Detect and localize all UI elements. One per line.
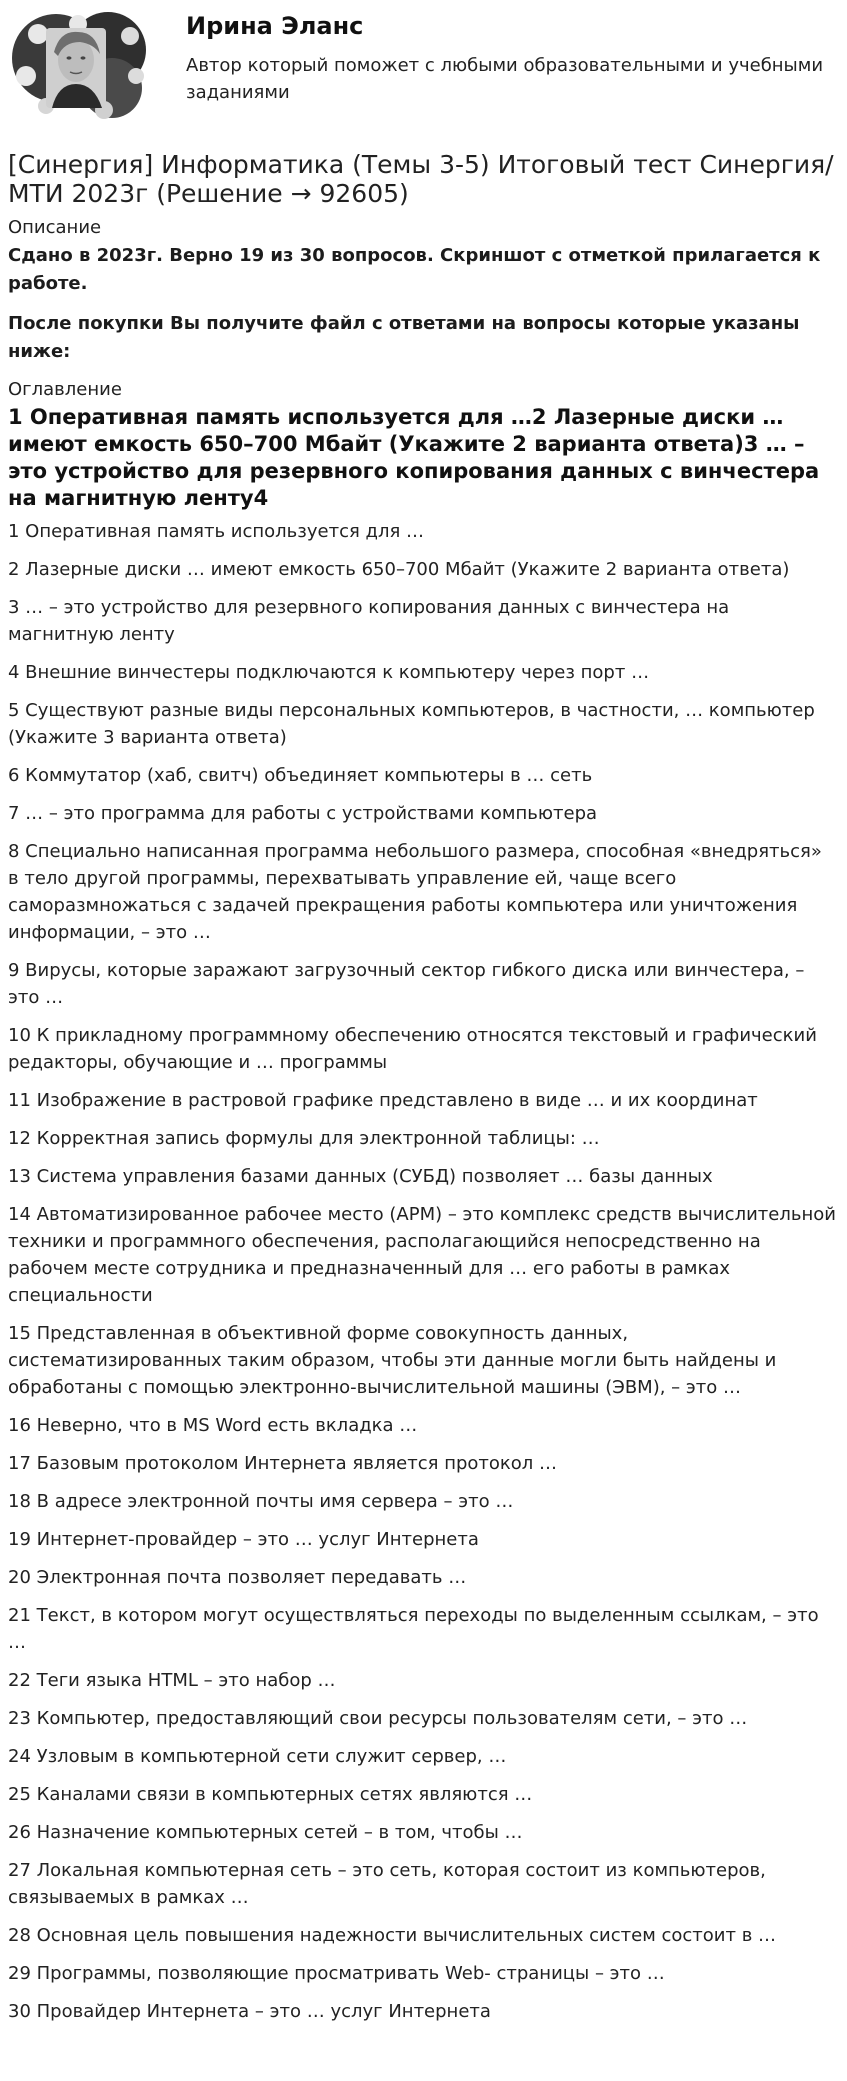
author-info <box>186 6 837 106</box>
question-item: 7 … – это программа для работы с устройствами компьютера <box>8 803 598 824</box>
question-item: 6 Коммутатор (хаб, свитч) объединяет компьютеры в … сеть <box>8 765 593 786</box>
question-list <box>8 518 837 2025</box>
author-name[interactable]: Ирина Эланс <box>186 12 364 40</box>
question-item: 10 К прикладному программному обеспечению относятся текстовый и графический редакторы, обучающие и … программы <box>8 1025 817 1073</box>
question-item: 19 Интернет-провайдер – это … услуг Интернета <box>8 1529 479 1550</box>
author-avatar[interactable] <box>8 6 154 126</box>
toc-heading: 1 Оперативная память используется для …2 Лазерные диски … имеют емкость 650–700 Мбайт (Укажите 2 варианта ответа)3 … – это устройство для резервного копирования данных с винчестера на магнитную ленту4 <box>8 405 820 510</box>
question-item: 17 Базовым протоколом Интернета является протокол … <box>8 1453 558 1474</box>
question-item: 13 Система управления базами данных (СУБД) позволяет … базы данных <box>8 1166 713 1187</box>
portrait <box>46 28 106 108</box>
question-item: 23 Компьютер, предоставляющий свои ресурсы пользователям сети, – это … <box>8 1708 748 1729</box>
description-paragraph-2: После покупки Вы получите файл с ответами на вопросы которые указаны ниже: <box>8 313 800 362</box>
question-item: 4 Внешние винчестеры подключаются к компьютеру через порт … <box>8 662 650 683</box>
question-item: 12 Корректная запись формулы для электронной таблицы: … <box>8 1128 600 1149</box>
question-item: 1 Оперативная память используется для … <box>8 521 425 542</box>
question-item: 28 Основная цель повышения надежности вычислительных систем состоит в … <box>8 1925 777 1946</box>
question-item: 30 Провайдер Интернета – это … услуг Интернета <box>8 2001 491 2022</box>
question-item: 26 Назначение компьютерных сетей – в том, чтобы … <box>8 1822 523 1843</box>
author-description: Автор который поможет с любыми образовательными и учебными заданиями <box>186 55 824 103</box>
question-item: 21 Текст, в котором могут осуществляться переходы по выделенным ссылкам, – это … <box>8 1605 819 1653</box>
question-item: 29 Программы, позволяющие просматривать Web- страницы – это … <box>8 1963 665 1984</box>
question-item: 24 Узловым в компьютерной сети служит сервер, … <box>8 1746 507 1767</box>
question-item: 22 Теги языка HTML – это набор … <box>8 1670 336 1691</box>
question-item: 8 Специально написанная программа небольшого размера, способная «внедряться» в тело другой программы, перехватывать управление ей, чаще всего саморазмножаться с задачей прекращения работы компьютера или уничтожения информации, – это … <box>8 841 822 943</box>
product-title: [Синергия] Информатика (Темы 3-5) Итоговый тест Синергия/МТИ 2023г (Решение → 92605) <box>8 150 834 208</box>
question-item: 5 Существуют разные виды персональных компьютеров, в частности, … компьютер (Укажите 3 варианта ответа) <box>8 700 815 748</box>
question-item: 27 Локальная компьютерная сеть – это сеть, которая состоит из компьютеров, связываемых в рамках … <box>8 1860 766 1908</box>
question-item: 14 Автоматизированное рабочее место (АРМ) – это комплекс средств вычислительной техники и программного обеспечения, располагающийся непосредственно на рабочем месте сотрудника и предназначенный для … его работы в рамках специальности <box>8 1204 836 1306</box>
question-item: 20 Электронная почта позволяет передавать … <box>8 1567 467 1588</box>
question-item: 11 Изображение в растровой графике представлено в виде … и их координат <box>8 1090 758 1111</box>
question-item: 2 Лазерные диски … имеют емкость 650–700 Мбайт (Укажите 2 варианта ответа) <box>8 559 790 580</box>
description-paragraph-1: Сдано в 2023г. Верно 19 из 30 вопросов. Скриншот с отметкой прилагается к работе. <box>8 245 821 294</box>
description-label: Описание <box>8 217 102 238</box>
toc-label: Оглавление <box>8 379 122 400</box>
question-item: 18 В адресе электронной почты имя сервера – это … <box>8 1491 514 1512</box>
question-item: 25 Каналами связи в компьютерных сетях являются … <box>8 1784 533 1805</box>
question-item: 15 Представленная в объективной форме совокупность данных, систематизированных таким образом, чтобы эти данные могли быть найдены и обработаны с помощью электронно-вычислительной машины (ЭВМ), – это … <box>8 1323 777 1398</box>
question-item: 3 … – это устройство для резервного копирования данных с винчестера на магнитную ленту <box>8 597 730 645</box>
question-item: 16 Неверно, что в MS Word есть вкладка … <box>8 1415 418 1436</box>
question-item: 9 Вирусы, которые заражают загрузочный сектор гибкого диска или винчестера, – это … <box>8 960 805 1008</box>
author-card <box>8 0 837 128</box>
